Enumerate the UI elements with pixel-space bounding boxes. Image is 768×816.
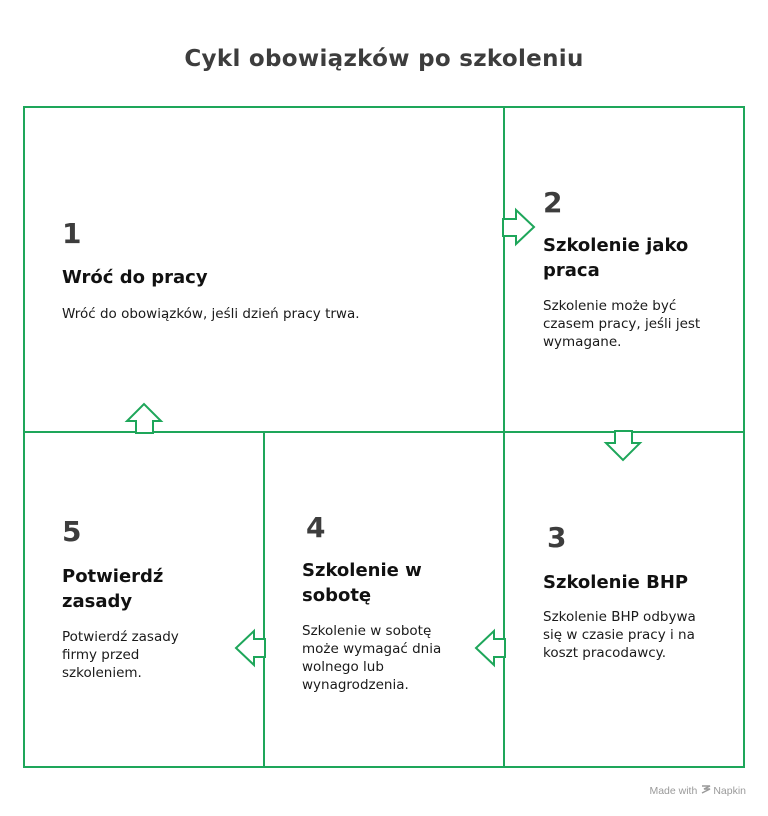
step-1 xyxy=(62,217,482,323)
step-number: 2 xyxy=(543,186,563,219)
step-number: 3 xyxy=(547,521,567,554)
step-description: Potwierdź zasady firmy przed szkoleniem. xyxy=(62,629,179,681)
step-heading: Wróć do pracy xyxy=(62,267,208,288)
step-number: 5 xyxy=(62,515,82,548)
step-2 xyxy=(543,186,723,351)
napkin-logo-icon xyxy=(701,784,711,797)
step-heading: Szkolenie w sobotę xyxy=(302,560,422,606)
made-with-label: Made with xyxy=(649,785,698,797)
arrow-up-icon xyxy=(127,404,161,433)
step-3 xyxy=(543,521,727,662)
step-5 xyxy=(62,515,242,682)
step-description: Szkolenie może być czasem pracy, jeśli jest wymagane. xyxy=(543,298,701,350)
napkin-brand-label: Napkin xyxy=(713,785,746,797)
step-heading: Szkolenie BHP xyxy=(543,572,689,593)
step-description: Wróć do obowiązków, jeśli dzień pracy trwa. xyxy=(62,306,360,322)
arrow-down-icon xyxy=(606,431,640,460)
step-4 xyxy=(302,511,486,694)
diagram-title: Cykl obowiązków po szkoleniu xyxy=(184,46,584,72)
step-number: 4 xyxy=(306,511,326,544)
step-description: Szkolenie w sobotę może wymagać dnia wolnego lub wynagrodzenia. xyxy=(302,623,442,693)
made-with-credit[interactable] xyxy=(649,784,746,797)
arrow-right-icon xyxy=(503,210,534,244)
step-number: 1 xyxy=(62,217,82,250)
step-heading: Potwierdź zasady xyxy=(62,566,164,612)
step-heading: Szkolenie jako praca xyxy=(543,235,689,281)
step-description: Szkolenie BHP odbywa się w czasie pracy i na koszt pracodawcy. xyxy=(543,609,696,661)
